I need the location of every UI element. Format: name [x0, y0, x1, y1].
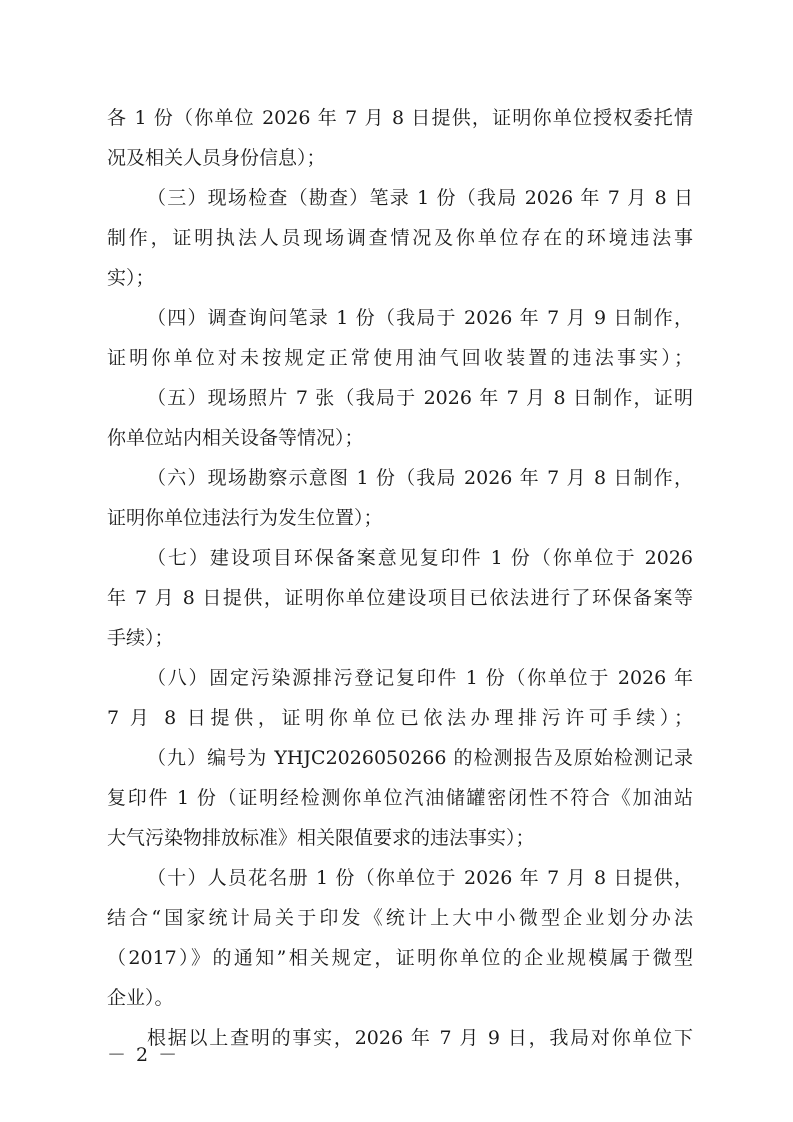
text-line: （十）人员花名册 1 份（你单位于 2026 年 7 月 8 日提供，: [147, 867, 693, 889]
text-line: （七）建设项目环保备案意见复印件 1 份（你单位于 2026: [147, 547, 693, 569]
text-line: （三）现场检查（勘查）笔录 1 份（我局 2026 年 7 月 8 日: [147, 187, 693, 209]
text-line: 复印件 1 份（证明经检测你单位汽油储罐密闭性不符合《加油站: [107, 787, 693, 809]
text-line: 根据以上查明的事实，2026 年 7 月 9 日，我局对你单位下: [147, 1027, 693, 1049]
text-line: 手续）；: [107, 627, 174, 649]
text-line: （五）现场照片 7 张（我局于 2026 年 7 月 8 日制作，证明: [147, 387, 693, 409]
text-line: （四）调查询问笔录 1 份（我局于 2026 年 7 月 9 日制作，: [147, 307, 693, 329]
text-line: 结合“国家统计局关于印发《统计上大中小微型企业划分办法: [107, 907, 693, 929]
text-line: （2017）》的通知”相关规定，证明你单位的企业规模属于微型: [107, 947, 693, 969]
page-number: － 2 －: [107, 1044, 180, 1066]
text-line: 企业）。: [107, 987, 174, 1009]
text-line: 况及相关人员身份信息）；: [107, 147, 326, 169]
text-line: 证明你单位对未按规定正常使用油气回收装置的违法事实）；: [107, 347, 693, 369]
text-line: 实）；: [107, 267, 155, 289]
text-line: 各 1 份（你单位 2026 年 7 月 8 日提供，证明你单位授权委托情: [107, 107, 693, 129]
text-line: 7 月 8 日提供，证明你单位已依法办理排污许可手续）；: [107, 707, 693, 729]
text-line: （六）现场勘察示意图 1 份（我局 2026 年 7 月 8 日制作，: [147, 467, 693, 489]
text-line: 年 7 月 8 日提供，证明你单位建设项目已依法进行了环保备案等: [107, 587, 693, 609]
text-line: 大气污染物排放标准》相关限值要求的违法事实）；: [107, 827, 535, 849]
text-line: 制作，证明执法人员现场调查情况及你单位存在的环境违法事: [107, 227, 693, 249]
text-line: （九）编号为 YHJC2026050266 的检测报告及原始检测记录: [147, 747, 693, 769]
text-line: （八）固定污染源排污登记复印件 1 份（你单位于 2026 年: [147, 667, 693, 689]
text-line: 证明你单位违法行为发生位置）；: [107, 507, 383, 529]
text-line: 你单位站内相关设备等情况）；: [107, 427, 364, 449]
